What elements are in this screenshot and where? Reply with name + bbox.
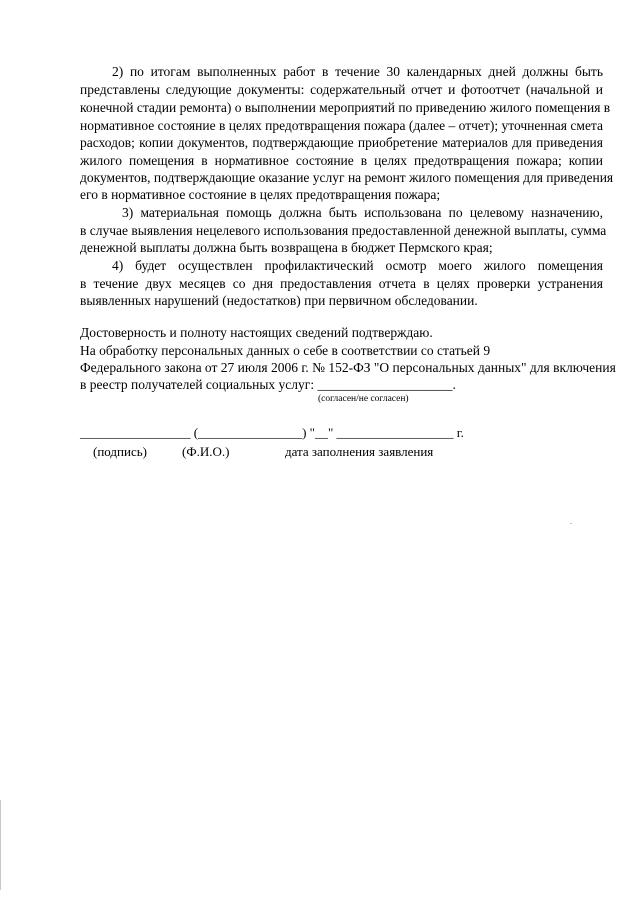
signature-label: (подпись)	[93, 444, 147, 459]
text-line: расходов; копии документов, подтверждающие приобретение материалов для приведения	[80, 135, 603, 150]
consent-caption: (согласен/не согласен)	[318, 394, 409, 404]
scan-speck	[570, 523, 572, 524]
text-line: 3) материальная помощь должна быть использована по целевому назначению,	[122, 205, 603, 220]
text-line: в случае выявления нецелевого использования предоставленной денежной выплаты, сумма	[80, 223, 607, 238]
consent-text: На обработку персональных данных о себе в соответствии со статьей 9	[80, 343, 491, 358]
name-label: (Ф.И.О.)	[182, 444, 230, 459]
text-line: 2) по итогам выполненных работ в течение 30 календарных дней должны быть	[112, 64, 603, 79]
date-label: дата заполнения заявления	[285, 444, 434, 459]
text-line: жилого помещения в нормативное состояние в целях предотвращения пожара; копии	[80, 153, 603, 168]
consent-text: Федерального закона от 27 июля 2006 г. № 152-ФЗ "О персональных данных" для включения	[80, 360, 616, 375]
confirmation-text: Достоверность и полноту настоящих сведений подтверждаю.	[80, 325, 433, 340]
text-line: в течение двух месяцев со дня предоставления отчета в целях проверки устранения	[80, 276, 603, 291]
text-line: нормативное состояние в целях предотвращения пожара (далее – отчет); уточненная смета	[80, 118, 603, 133]
text-line: выявленных нарушений (недостатков) при первичном обследовании.	[80, 293, 478, 308]
consent-text: в реестр получателей социальных услуг: ____________________.	[80, 377, 456, 392]
text-line: конечной стадии ремонта) о выполнении мероприятий по приведению жилого помещения в	[80, 100, 611, 115]
text-line: 4) будет осуществлен профилактический осмотр моего жилого помещения	[112, 258, 603, 273]
text-line: его в нормативное состояние в целях предотвращения пожара;	[80, 187, 441, 202]
text-line: денежной выплаты должна быть возвращена в бюджет Пермского края;	[80, 240, 493, 255]
text-line: представлены следующие документы: содержательный отчет и фотоотчет (начальной и	[80, 82, 603, 97]
text-line: документов, подтверждающие оказание услуг на ремонт жилого помещения для приведения	[80, 170, 614, 185]
scan-edge-mark	[0, 800, 1, 890]
signature-line: _________________ (________________) "__" __________________ г.	[80, 425, 464, 440]
